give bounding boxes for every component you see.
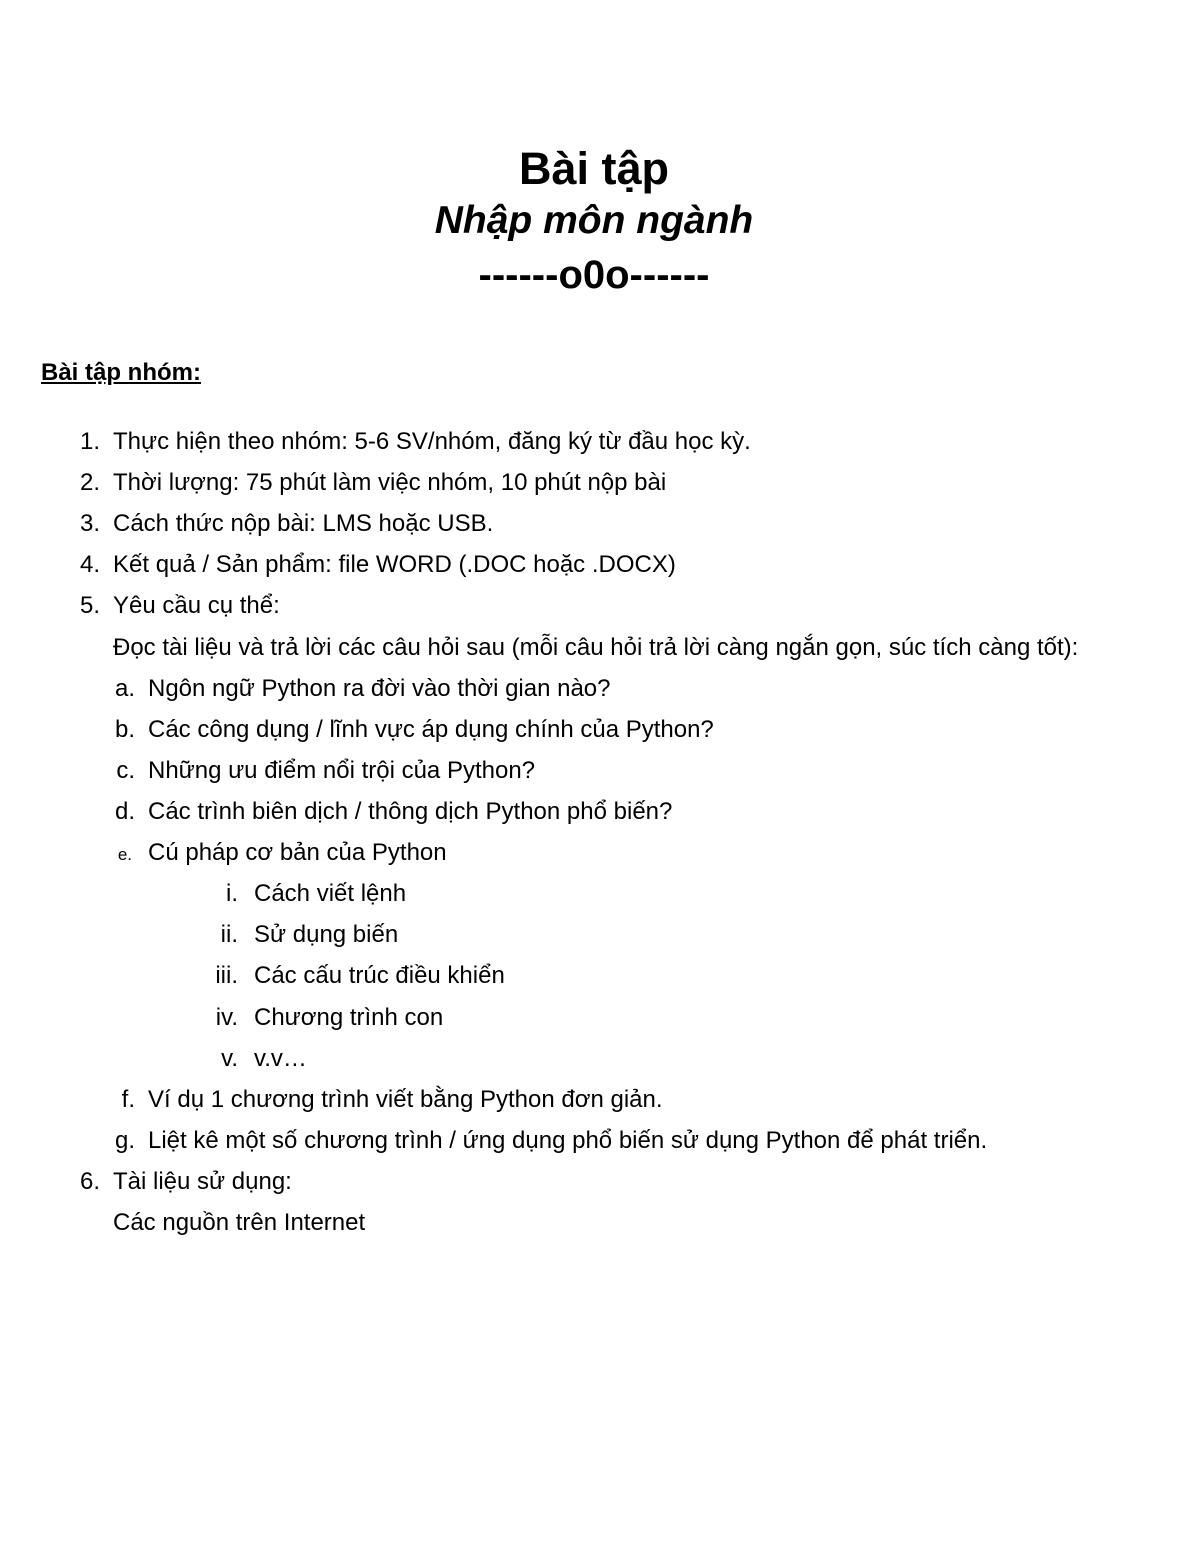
- title-divider: ------o0o------: [478, 253, 710, 297]
- roman-numeral: iv.: [215, 1004, 238, 1031]
- roman-list-text: Cách viết lệnh: [254, 880, 407, 907]
- roman-numeral: v.: [221, 1045, 238, 1072]
- list-number: 6.: [79, 1168, 100, 1195]
- sub-list-letter: g.: [114, 1127, 135, 1154]
- roman-numeral: i.: [226, 880, 238, 907]
- roman-list-text: v.v…: [254, 1045, 307, 1072]
- list-text: Kết quả / Sản phẩm: file WORD (.DOC hoặc .DOCX): [113, 551, 676, 578]
- sub-list-text: Liệt kê một số chương trình / ứng dụng phổ biến sử dụng Python để phát triển.: [148, 1127, 988, 1154]
- sub-list-letter: d.: [114, 798, 135, 825]
- list-number: 5.: [79, 592, 100, 619]
- list-number: 3.: [79, 510, 100, 537]
- document-subtitle: Nhập môn ngành: [434, 199, 754, 242]
- roman-list-text: Sử dụng biến: [254, 921, 399, 948]
- item-detail-text: Các nguồn trên Internet: [113, 1209, 366, 1236]
- sub-list-letter: c.: [116, 757, 135, 784]
- sub-list-text: Ví dụ 1 chương trình viết bằng Python đơn giản.: [148, 1086, 663, 1113]
- roman-numeral: iii.: [215, 962, 238, 989]
- list-text: Cách thức nộp bài: LMS hoặc USB.: [113, 510, 494, 537]
- list-text: Thời lượng: 75 phút làm việc nhóm, 10 phút nộp bài: [113, 469, 667, 496]
- list-number: 1.: [79, 428, 100, 455]
- list-text: Yêu cầu cụ thể:: [113, 592, 280, 619]
- sub-list-text: Cú pháp cơ bản của Python: [148, 839, 447, 866]
- sub-list-text: Các công dụng / lĩnh vực áp dụng chính của Python?: [148, 716, 714, 743]
- document-title: Bài tập: [518, 143, 670, 194]
- sub-list-letter: b.: [114, 716, 135, 743]
- section-heading: Bài tập nhóm:: [41, 359, 201, 386]
- roman-list-text: Các cấu trúc điều khiển: [254, 962, 505, 989]
- sub-list-text: Những ưu điểm nổi trội của Python?: [148, 757, 536, 784]
- roman-numeral: ii.: [220, 921, 238, 948]
- item-intro-text: Đọc tài liệu và trả lời các câu hỏi sau (mỗi câu hỏi trả lời càng ngắn gọn, súc tích càng tốt):: [113, 634, 1079, 661]
- sub-list-text: Các trình biên dịch / thông dịch Python phổ biến?: [148, 798, 673, 825]
- list-number: 2.: [79, 469, 100, 496]
- list-number: 4.: [79, 551, 100, 578]
- roman-list-text: Chương trình con: [254, 1004, 444, 1031]
- list-text: Thực hiện theo nhóm: 5-6 SV/nhóm, đăng ký từ đầu học kỳ.: [113, 428, 751, 455]
- sub-list-letter: f.: [121, 1086, 135, 1113]
- sub-list-letter: a.: [114, 675, 135, 702]
- sub-list-letter: e.: [117, 845, 132, 864]
- list-text: Tài liệu sử dụng:: [113, 1168, 292, 1195]
- sub-list-text: Ngôn ngữ Python ra đời vào thời gian nào?: [148, 675, 611, 702]
